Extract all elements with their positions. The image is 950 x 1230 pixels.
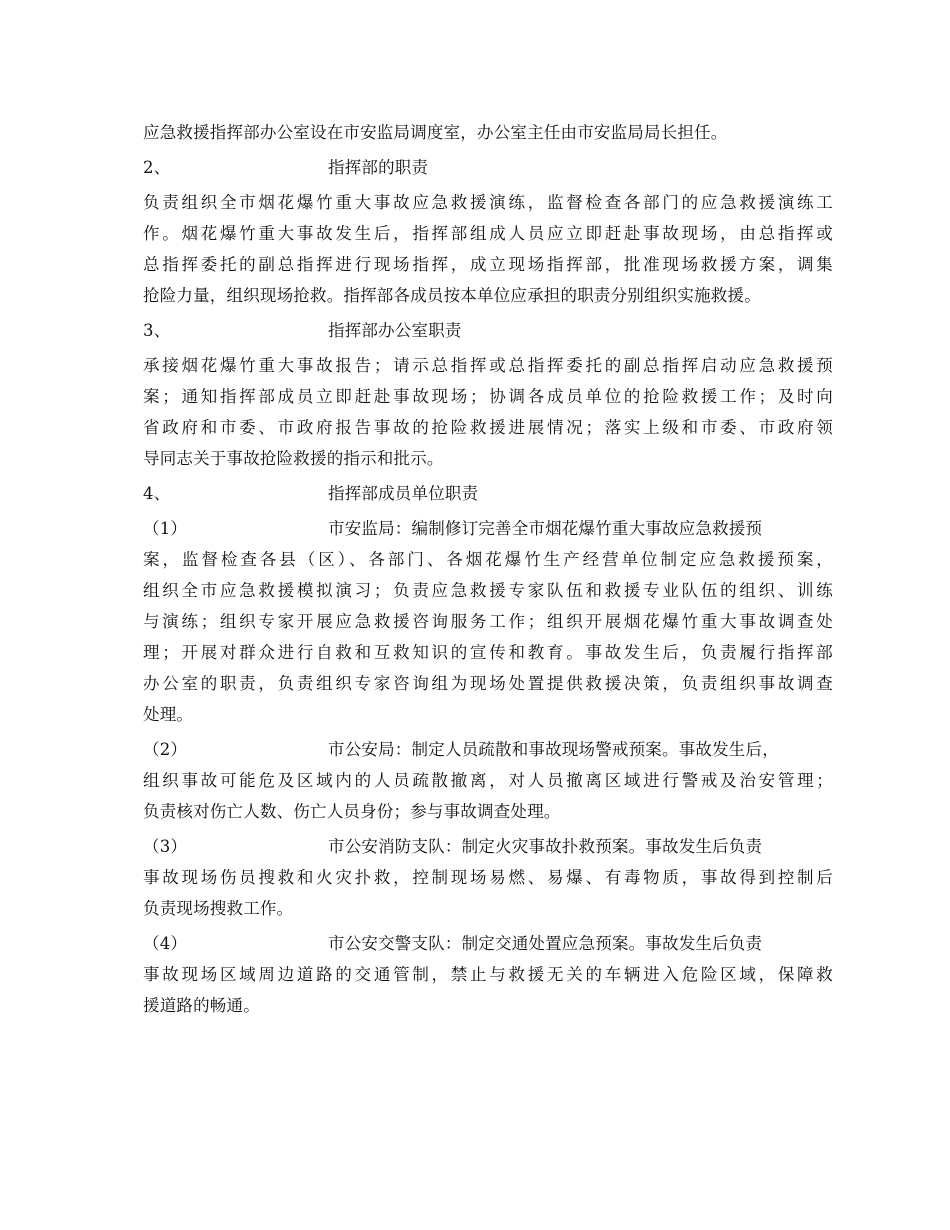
section-title: 指挥部办公室职责 (328, 321, 462, 340)
item-text: 市公安局：制定人员疏散和事故现场警戒预案。事故发生后， (328, 740, 779, 759)
paragraph-line: 省政府和市委、市政府报告事故的抢险救援进展情况；落实上级和市委、市政府领 (143, 418, 833, 437)
list-item-first-line (143, 928, 833, 959)
paragraph-line: 抢险力量，组织现场抢救。指挥部各成员按本单位应承担的职责分别组织实施救援。 (143, 286, 761, 305)
list-item-first-line (143, 734, 833, 765)
paragraph-line: 导同志关于事故抢险救援的指示和批示。 (143, 449, 444, 468)
item-text: 市安监局：编制修订完善全市烟花爆竹重大事故应急救援预 (328, 519, 763, 538)
item-continuation-line: 负责核对伤亡人数、伤亡人员身份；参与事故调查处理。 (143, 802, 561, 821)
item-continuation-line: 事故现场区域周边道路的交通管制，禁止与救援无关的车辆进入危险区域，保障救 (143, 965, 833, 984)
document-page (143, 117, 833, 1021)
item-continuation-line: 负责现场搜救工作。 (143, 899, 294, 918)
item-continuation-line: 办公室的职责，负责组织专家咨询组为现场处置提供救援决策，负责组织事故调查 (143, 674, 833, 693)
item-number: （2） (143, 740, 188, 759)
item-number: （3） (143, 837, 188, 856)
section-number: 4、 (143, 484, 171, 503)
list-item-first-line (143, 831, 833, 862)
paragraph-line: 应急救援指挥部办公室设在市安监局调度室，办公室主任由市安监局局长担任。 (143, 123, 728, 142)
list-item-first-line (143, 513, 833, 544)
paragraph-line: 负责组织全市烟花爆竹重大事故应急救援演练，监督检查各部门的应急救援演练工 (143, 193, 833, 212)
section-title: 指挥部成员单位职责 (328, 484, 479, 503)
section-heading (143, 478, 833, 509)
section-number: 3、 (143, 321, 171, 340)
paragraph-line: 承接烟花爆竹重大事故报告；请示总指挥或总指挥委托的副总指挥启动应急救援预 (143, 356, 833, 375)
item-continuation-line: 处理。 (143, 705, 194, 724)
item-continuation-line: 事故现场伤员搜救和火灾扑救，控制现场易燃、易爆、有毒物质，事故得到控制后 (143, 868, 833, 887)
item-text: 市公安消防支队：制定火灾事故扑救预案。事故发生后负责 (328, 837, 763, 856)
section-title: 指挥部的职责 (328, 158, 429, 177)
item-continuation-line: 组织事故可能危及区域内的人员疏散撤离，对人员撤离区域进行警戒及治安管理； (143, 771, 833, 790)
item-continuation-line: 案，监督检查各县（区）、各部门、各烟花爆竹生产经营单位制定应急救援预案， (143, 550, 833, 569)
paragraph-line: 总指挥委托的副总指挥进行现场指挥，成立现场指挥部，批准现场救援方案，调集 (143, 255, 833, 274)
item-number: （1） (143, 519, 188, 538)
item-number: （4） (143, 934, 188, 953)
item-text: 市公安交警支队：制定交通处置应急预案。事故发生后负责 (328, 934, 763, 953)
item-continuation-line: 援道路的畅通。 (143, 996, 260, 1015)
item-continuation-line: 与演练；组织专家开展应急救援咨询服务工作；组织开展烟花爆竹重大事故调查处 (143, 612, 833, 631)
section-heading (143, 315, 833, 346)
paragraph-line: 案；通知指挥部成员立即赶赴事故现场；协调各成员单位的抢险救援工作；及时向 (143, 387, 833, 406)
section-heading (143, 152, 833, 183)
section-number: 2、 (143, 158, 171, 177)
item-continuation-line: 组织全市应急救援模拟演习；负责应急救援专家队伍和救援专业队伍的组织、训练 (143, 581, 833, 600)
paragraph-line: 作。烟花爆竹重大事故发生后，指挥部组成人员应立即赶赴事故现场，由总指挥或 (143, 224, 833, 243)
item-continuation-line: 理；开展对群众进行自救和互救知识的宣传和教育。事故发生后，负责履行指挥部 (143, 643, 833, 662)
